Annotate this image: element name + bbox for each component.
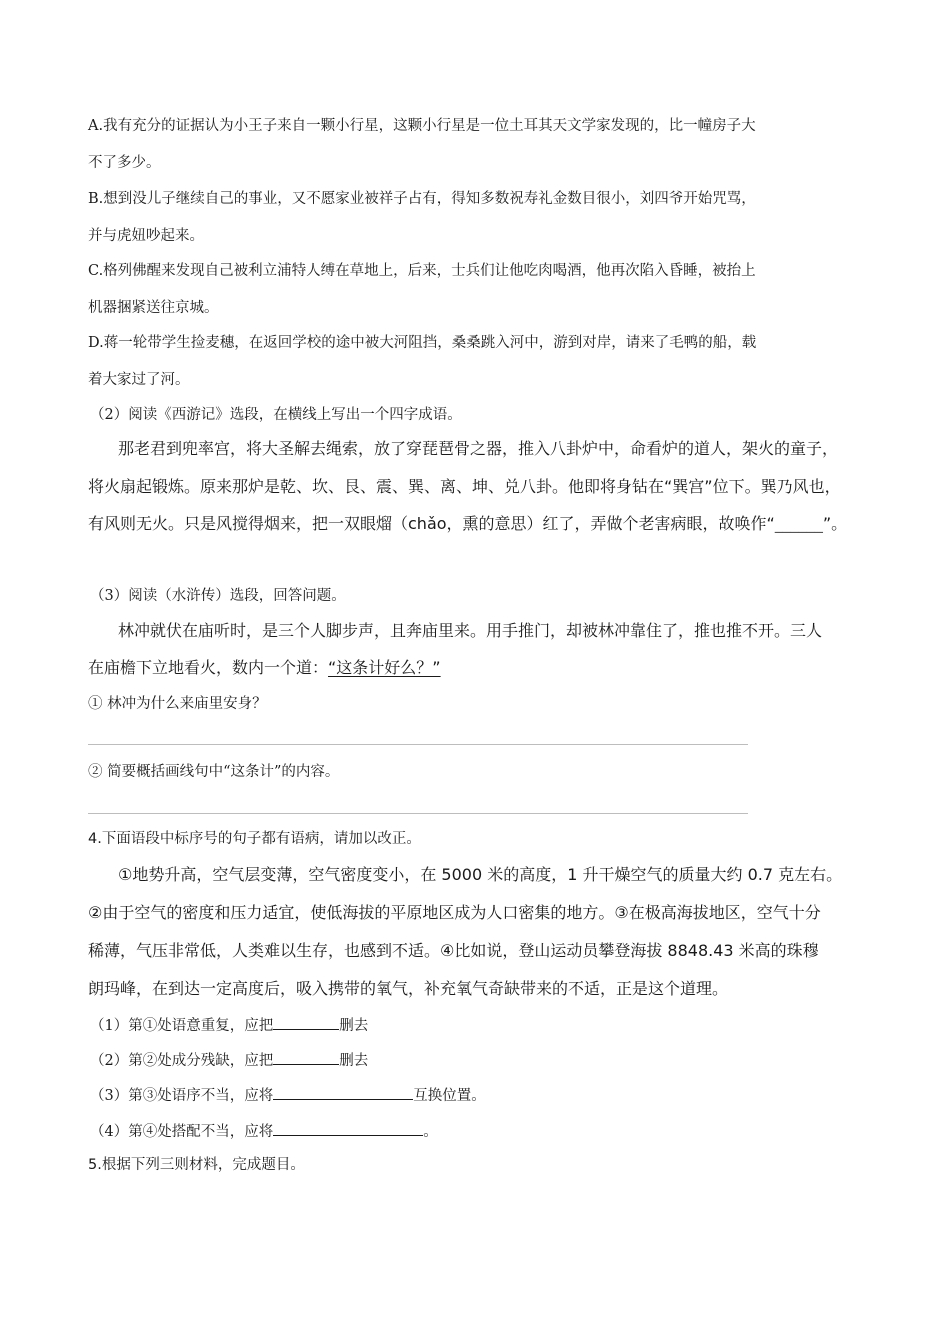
q4-sub-4-text: （4）第④处搭配不当，应将 bbox=[90, 1124, 274, 1140]
q4-passage-line2: ②由于空气的密度和压力适宜，使低海拔的平原地区成为人口密集的地方。③在极高海拔地区，空气十分 bbox=[88, 903, 821, 922]
q4-sub-2 bbox=[90, 1050, 368, 1071]
q4-sub-3 bbox=[90, 1085, 486, 1106]
q4-sub-4-blank[interactable] bbox=[273, 1121, 423, 1136]
option-a-line2: 不了多少。 bbox=[88, 155, 161, 171]
q4-sub-1-end: 删去 bbox=[339, 1018, 369, 1034]
q4-sub-4 bbox=[90, 1121, 438, 1142]
option-d-line1: D.蒋一轮带学生捡麦穗，在返回学校的途中被大河阻挡，桑桑跳入河中，游到对岸，请来了毛鸭的船，载 bbox=[88, 335, 757, 351]
q4-sub-3-end: 互换位置。 bbox=[413, 1088, 486, 1104]
q3-3-passage-text: 在庙檐下立地看火，数内一个道： bbox=[88, 658, 329, 677]
q4-title: 下面语段中标序号的句子都有语病，请加以改正。 bbox=[101, 831, 421, 847]
q4-sub-3-blank[interactable] bbox=[273, 1085, 413, 1100]
q3-3-subquestion-1: ① 林冲为什么来庙里安身？ bbox=[88, 696, 267, 712]
q3-2-passage-text: 有风则无火。只是风搅得烟来，把一双眼熘（chǎo，熏的意思）红了，弄做个老害病眼，故唤作“ bbox=[88, 514, 775, 533]
q4-passage-line1: ①地势升高，空气层变薄，空气密度变小，在 5000 米的高度，1 升干燥空气的质量大约 0.7 克左右。 bbox=[118, 865, 843, 884]
q5-number: 5. bbox=[88, 1157, 102, 1173]
q3-2-passage-end: ”。 bbox=[822, 514, 848, 533]
q3-2-passage-line2: 将火扇起锻炼。原来那炉是乾、坎、艮、震、巽、离、坤、兑八卦。他即将身钻在“巽宫”位下。巽乃风也， bbox=[88, 477, 841, 496]
q4-sub-2-blank[interactable] bbox=[273, 1050, 339, 1065]
option-d-line2: 着大家过了河。 bbox=[88, 372, 190, 388]
q4-sub-2-text: （2）第②处成分残缺，应把 bbox=[90, 1053, 274, 1069]
q4-number: 4. bbox=[88, 831, 102, 847]
q5-heading bbox=[88, 1155, 305, 1175]
answer-line-1[interactable] bbox=[88, 744, 748, 745]
option-b-line2: 并与虎妞吵起来。 bbox=[88, 228, 204, 244]
q3-3-prompt: （3）阅读（水浒传）选段，回答问题。 bbox=[90, 588, 346, 604]
option-b-line1: B.想到没儿子继续自己的事业，又不愿家业被祥子占有，得知多数祝寿礼金数目很小，刘四爷开始咒骂， bbox=[88, 191, 756, 207]
q5-title: 根据下列三则材料，完成题目。 bbox=[101, 1157, 305, 1173]
q4-sub-1 bbox=[90, 1015, 368, 1036]
q3-2-passage-line1: 那老君到兜率宫，将大圣解去绳索，放了穿琵琶骨之器，推入八卦炉中，命看炉的道人，架火的童子， bbox=[118, 439, 839, 458]
q4-sub-2-end: 删去 bbox=[339, 1053, 369, 1069]
q4-sub-4-end: 。 bbox=[423, 1124, 438, 1140]
q4-heading bbox=[88, 829, 421, 849]
q4-sub-1-blank[interactable] bbox=[273, 1015, 339, 1030]
option-c-line1: C.格列佛醒来发现自己被利立浦特人缚在草地上，后来，士兵们让他吃肉喝酒，他再次陷入昏睡，被抬上 bbox=[88, 263, 756, 279]
option-c-line2: 机器捆紧送往京城。 bbox=[88, 300, 219, 316]
q3-2-passage-line3 bbox=[88, 514, 847, 534]
q3-3-subquestion-2: ② 简要概括画线句中“这条计”的内容。 bbox=[88, 764, 340, 780]
q4-sub-3-text: （3）第③处语序不当，应将 bbox=[90, 1088, 274, 1104]
underlined-sentence: “这条计好么？” bbox=[328, 658, 441, 677]
option-a-line1: A.我有充分的证据认为小王子来自一颗小行星，这颗小行星是一位土耳其天文学家发现的，比一幢房子大 bbox=[88, 118, 756, 134]
q3-3-passage-line1: 林冲就伏在庙听时，是三个人脚步声，且奔庙里来。用手推门，却被林冲靠住了，推也推不开。三人 bbox=[118, 621, 823, 640]
q4-passage-line3: 稀薄，气压非常低，人类难以生存，也感到不适。④比如说，登山运动员攀登海拔 8848.43 米高的珠穆 bbox=[88, 941, 819, 960]
q3-2-prompt: （2）阅读《西游记》选段，在横线上写出一个四字成语。 bbox=[90, 407, 462, 423]
answer-line-2[interactable] bbox=[88, 813, 748, 814]
idiom-answer-blank[interactable]: ______ bbox=[774, 514, 823, 533]
q3-3-passage-line2 bbox=[88, 658, 441, 678]
q4-passage-line4: 朗玛峰，在到达一定高度后，吸入携带的氧气，补充氧气奇缺带来的不适，正是这个道理。 bbox=[88, 979, 729, 998]
q4-sub-1-text: （1）第①处语意重复，应把 bbox=[90, 1018, 274, 1034]
